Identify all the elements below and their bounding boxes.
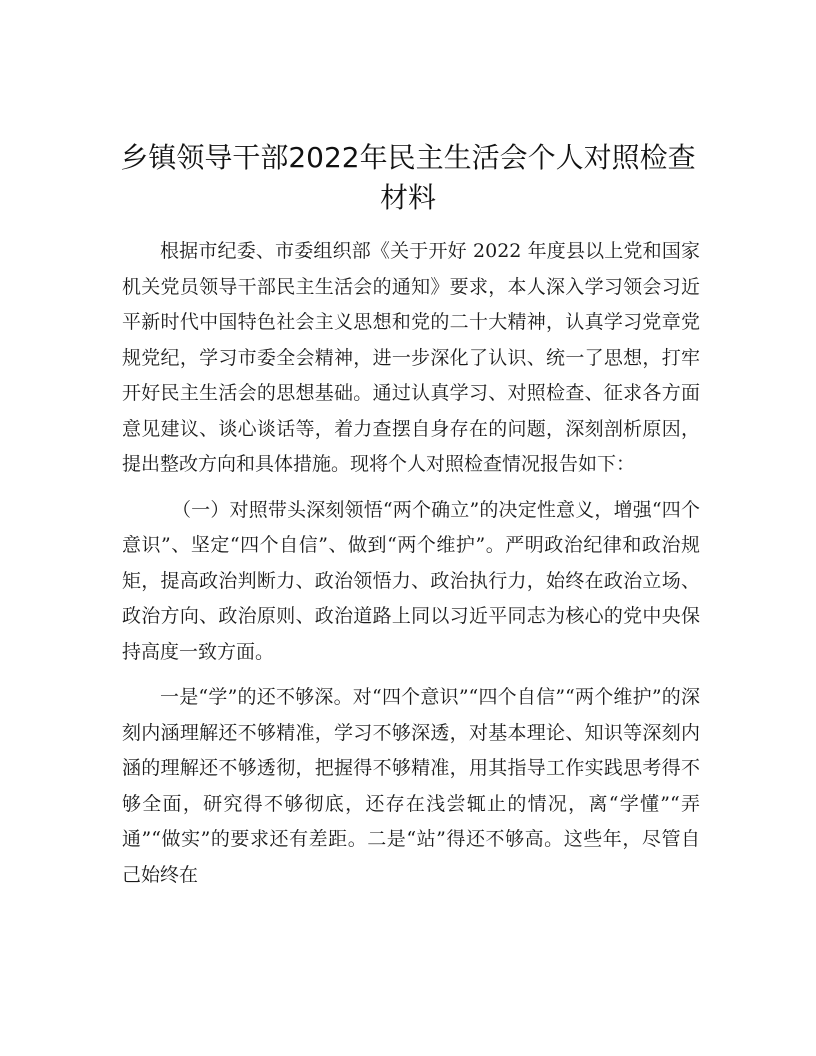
document-title-line-1: 乡镇领导干部2022年民主生活会个人对照检查 bbox=[120, 141, 696, 174]
paragraph-section-1: （一）对照带头深刻领悟“两个确立”的决定性意义，增强“四个意识”、坚定“四个自信”、做到“两个维护”。严明政治纪律和政治规矩，提高政治判断力、政治领悟力、政治执行力，始终在政治立场、政治方向、政治原则、政治道路上同以习近平同志为核心的党中央保持高度一致方面。 bbox=[122, 498, 700, 663]
paragraph-problems: 一是“学”的还不够深。对“四个意识”“四个自信”“两个维护”的深刻内涵理解还不够精准，学习不够深透，对基本理论、知识等深刻内涵的理解还不够透彻，把握得不够精准，用其指导工作实践思考得不够全面，研究得不够彻底，还存在浅尝辄止的情况，离“学懂”“弄通”“做实”的要求还有差距。二是“站”得还不够高。这些年，尽管自己始终在 bbox=[122, 686, 700, 886]
document-body bbox=[122, 234, 700, 893]
document-title-line-2: 材料 bbox=[379, 181, 436, 214]
paragraph-intro: 根据市纪委、市委组织部《关于开好 2022 年度县以上党和国家机关党员领导干部民主生活会的通知》要求，本人深入学习领会习近平新时代中国特色社会主义思想和党的二十大精神，认真学习党章党规党纪，学习市委全会精神，进一步深化了认识、统一了思想，打牢开好民主生活会的思想基础。通过认真学习、对照检查、征求各方面意见建议、谈心谈话等，着力查摆自身存在的问题，深刻剖析原因，提出整改方向和具体措施。现将个人对照检查情况报告如下： bbox=[122, 240, 700, 475]
